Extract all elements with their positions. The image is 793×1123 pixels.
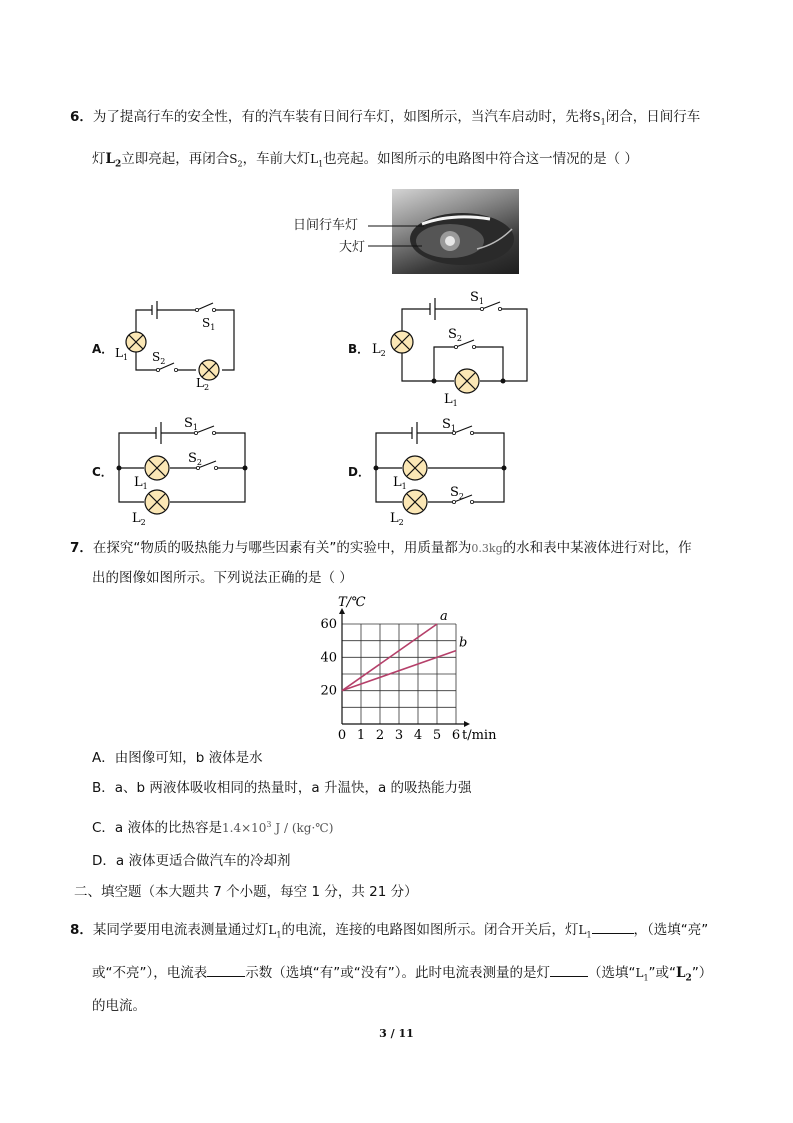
q6-s1: $S_1$ (592, 110, 606, 127)
q7-mass: 0.3kg (471, 542, 503, 555)
svg-text:S1: $S_1$ (202, 316, 216, 332)
circuit-c (110, 410, 260, 530)
x-tick-label: 1 (356, 728, 366, 743)
q7-option-b: B．a、b 两液体吸收相同的热量时，a 升温快，a 的吸热能力强 (92, 780, 472, 796)
series-label-b: b (459, 635, 468, 651)
temperature-time-chart (310, 592, 500, 747)
q6-l1: $L_1$ (310, 152, 324, 169)
x-tick-label: 3 (394, 728, 404, 743)
chart-y-axis-label: T/℃ (338, 595, 366, 610)
q6-text-2b: 立即亮起，再闭合 (121, 151, 230, 167)
x-axis-arrow (464, 721, 470, 727)
svg-text:L2: $L_2$ (196, 376, 210, 390)
q7-number: 7． (70, 540, 93, 556)
q7-line1 (70, 538, 692, 559)
svg-text:S1: $S_1$ (184, 416, 198, 432)
q6-s2: $S_2$ (229, 152, 243, 169)
svg-text:L1: $L_1$ (115, 346, 129, 362)
q8-blank-1[interactable] (592, 919, 634, 934)
svg-text:S2: $S_2$ (448, 327, 462, 343)
svg-text:L1: $L_1$ (393, 475, 407, 491)
q6-option-a: A． (92, 342, 114, 356)
chart-grid (342, 624, 456, 724)
section-2-title: 二、填空题（本大题共 7 个小题，每空 1 分，共 21 分） (74, 884, 418, 900)
q6-text-2d: 也亮起。如图所示的电路图中符合这一情况的是（ ） (323, 151, 638, 167)
photo-label-leaders (368, 218, 428, 258)
x-tick-label: 5 (432, 728, 442, 743)
q6-line2 (92, 149, 638, 175)
chart-x-axis-label: t/min (462, 728, 497, 743)
photo-label-headlight: 大灯 (339, 240, 366, 255)
q6-l2: $L_2$ (105, 151, 122, 170)
q7-line2: 出的图像如图所示。下列说法正确的是（ ） (92, 570, 353, 586)
circuit-a (110, 295, 250, 390)
q6-option-c: C． (92, 465, 113, 479)
series-label-a: a (440, 609, 448, 624)
y-tick-label: 20 (320, 683, 337, 699)
q7-option-d: D．a 液体更适合做汽车的冷却剂 (92, 853, 291, 869)
q7-option-c: C．a 液体的比热容是$1.4\times 10^3$ J / (kg·℃) (92, 820, 334, 836)
svg-text:S2: $S_2$ (188, 451, 202, 467)
q8-line3: 的电流。 (92, 998, 146, 1014)
q6-option-d: D． (348, 465, 370, 479)
svg-text:L2: $L_2$ (372, 342, 386, 358)
q8-line2: 或“不亮”），电流表 示数（选填“有”或“没有”）。此时电流表测量的是灯 （选填“$L_1$”或“$L_2$”） (92, 962, 712, 989)
photo-label-daylight: 日间行车灯 (293, 218, 359, 233)
page-number: 3 / 11 (379, 1027, 414, 1040)
svg-text:S2: $S_2$ (450, 485, 464, 501)
q7-option-a: A．由图像可知，b 液体是水 (92, 750, 263, 766)
svg-text:L2: $L_2$ (390, 511, 404, 527)
q8-blank-3[interactable] (550, 962, 588, 977)
q6-text-2c: ，车前大灯 (242, 151, 311, 167)
svg-text:S1: $S_1$ (442, 417, 456, 433)
q6-number: 6． (70, 109, 93, 125)
svg-text:S1: $S_1$ (470, 290, 484, 306)
q8-blank-2[interactable] (207, 962, 245, 977)
x-tick-label: 2 (375, 728, 385, 743)
svg-text:L1: $L_1$ (134, 475, 148, 491)
svg-text:L2: $L_2$ (132, 511, 146, 527)
q6-line1 (70, 107, 700, 132)
x-tick-label: 6 (451, 728, 461, 743)
circuit-d (366, 410, 516, 530)
q7-specific-heat-value: $1.4\times 10^3$ J / (kg·℃) (222, 820, 334, 835)
x-tick-label: 4 (413, 728, 423, 743)
q6-option-b: B． (348, 342, 370, 356)
q7-text-1a: 在探究“物质的吸热能力与哪些因素有关”的实验中，用质量都为 (92, 540, 472, 556)
circuit-b (370, 285, 540, 410)
q6-text-1-end: 闭合，日间行车 (605, 109, 701, 125)
chart-axes (339, 608, 470, 727)
svg-text:S2: $S_2$ (152, 350, 166, 366)
q6-text-2a: 灯 (92, 151, 106, 167)
y-tick-label: 60 (320, 617, 337, 632)
svg-text:L1: $L_1$ (444, 392, 458, 408)
q8-line1: 8．某同学要用电流表测量通过灯$L_1$的电流，连接的电路图如图所示。闭合开关后，灯$L_1$ ，（选填“亮” (70, 919, 708, 945)
x-tick-label: 0 (337, 728, 347, 743)
q6-text-1: 为了提高行车的安全性，有的汽车装有日间行车灯，如图所示，当汽车启动时，先将 (92, 109, 593, 125)
y-tick-label: 40 (320, 650, 337, 666)
q8-number: 8． (70, 922, 93, 938)
q7-text-1b: 的水和表中某液体进行对比，作 (502, 540, 692, 556)
